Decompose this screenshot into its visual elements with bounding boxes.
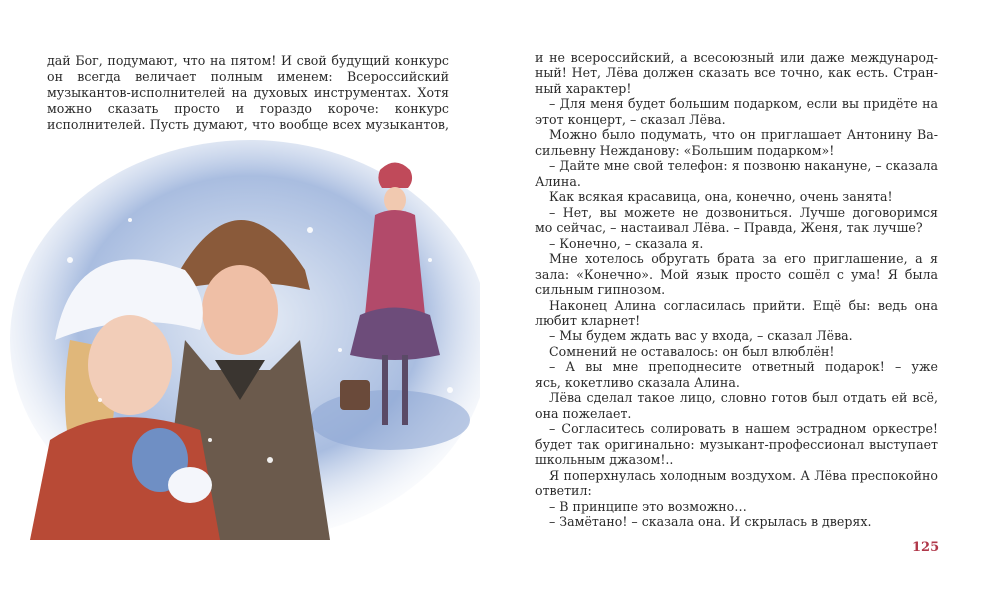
- text-line: дай Бог, подумают, что на пятом! И свой будущий конкурс: [47, 53, 449, 68]
- text-line: – Замётано! – сказала она. И скрылась в дверях.: [549, 514, 872, 530]
- text-line: – Конечно, – сказала я.: [549, 235, 704, 251]
- text-line: она пожелает.: [535, 405, 632, 421]
- text-line: Наконец Алина согласилась прийти. Ещё бы: ведь она: [549, 297, 938, 313]
- text-line: можно сказать просто и гораздо короче: конкурс: [47, 101, 449, 116]
- text-line: этот концерт, – сказал Лёва.: [535, 111, 726, 127]
- text-line: Лёва сделал такое лицо, словно готов был отдать ей всё,: [549, 390, 938, 406]
- text-line: – Согласитесь солировать в нашем эстрадном оркестре!: [549, 421, 938, 437]
- text-line: он всегда величает полным именем: Всероссийский: [47, 69, 449, 84]
- right-page: [500, 0, 1001, 603]
- text-line: ответил:: [535, 483, 592, 499]
- text-line: – Нет, вы можете не дозвониться. Лучше договоримся: [549, 204, 938, 220]
- text-line: Можно было подумать, что он приглашает Антонину Ва-: [549, 127, 938, 143]
- text-line: ный! Нет, Лёва должен сказать все точно, как есть. Стран-: [535, 65, 938, 81]
- text-line: сильевну Нежданову: «Большим подарком»!: [535, 142, 835, 158]
- text-line: музыкантов-исполнителей на духовых инструментах. Хотя: [47, 85, 449, 100]
- text-line: – Дайте мне свой телефон: я позвоню накануне, – сказала: [549, 158, 938, 174]
- text-line: – Мы будем ждать вас у входа, – сказал Лёва.: [549, 328, 853, 344]
- text-line: ясь, кокетливо сказала Алина.: [535, 374, 740, 390]
- text-line: Алина.: [535, 173, 581, 189]
- text-line: Мне хотелось обругать брата за его приглашение, а я: [549, 251, 938, 267]
- right-page-text: [535, 50, 938, 530]
- text-line: школьным джазом!..: [535, 452, 674, 468]
- text-line: любит кларнет!: [535, 312, 641, 328]
- winter-scene-illustration: [10, 140, 480, 540]
- text-line: зала: «Конечно». Мой язык просто сошёл с ума! Я была: [535, 266, 938, 282]
- text-line: и не всероссийский, а всесоюзный или даже международ-: [535, 50, 938, 65]
- text-line: – Для меня будет большим подарком, если вы придёте на: [549, 96, 938, 112]
- text-line: – А вы мне преподнесите ответный подарок! – уже: [549, 359, 938, 375]
- left-page: [0, 0, 500, 603]
- text-line: – В принципе это возможно…: [549, 498, 747, 514]
- text-line: сильным гипнозом.: [535, 282, 666, 298]
- text-line: мо сейчас, – настаивал Лёва. – Правда, Женя, так лучше?: [535, 220, 923, 236]
- text-line: Как всякая красавица, она, конечно, очень занята!: [549, 189, 893, 205]
- text-line: исполнителей. Пусть думают, что вообще всех музыкантов,: [47, 117, 449, 132]
- text-line: ный характер!: [535, 80, 632, 96]
- text-line: будет так оригинально: музыкант-профессионал выступает: [535, 436, 938, 452]
- text-line: Я поперхнулась холодным воздухом. А Лёва преспокойно: [549, 467, 938, 483]
- text-line: Сомнений не оставалось: он был влюблён!: [549, 343, 835, 359]
- page-number: 125: [912, 540, 940, 555]
- left-page-text: [47, 53, 449, 133]
